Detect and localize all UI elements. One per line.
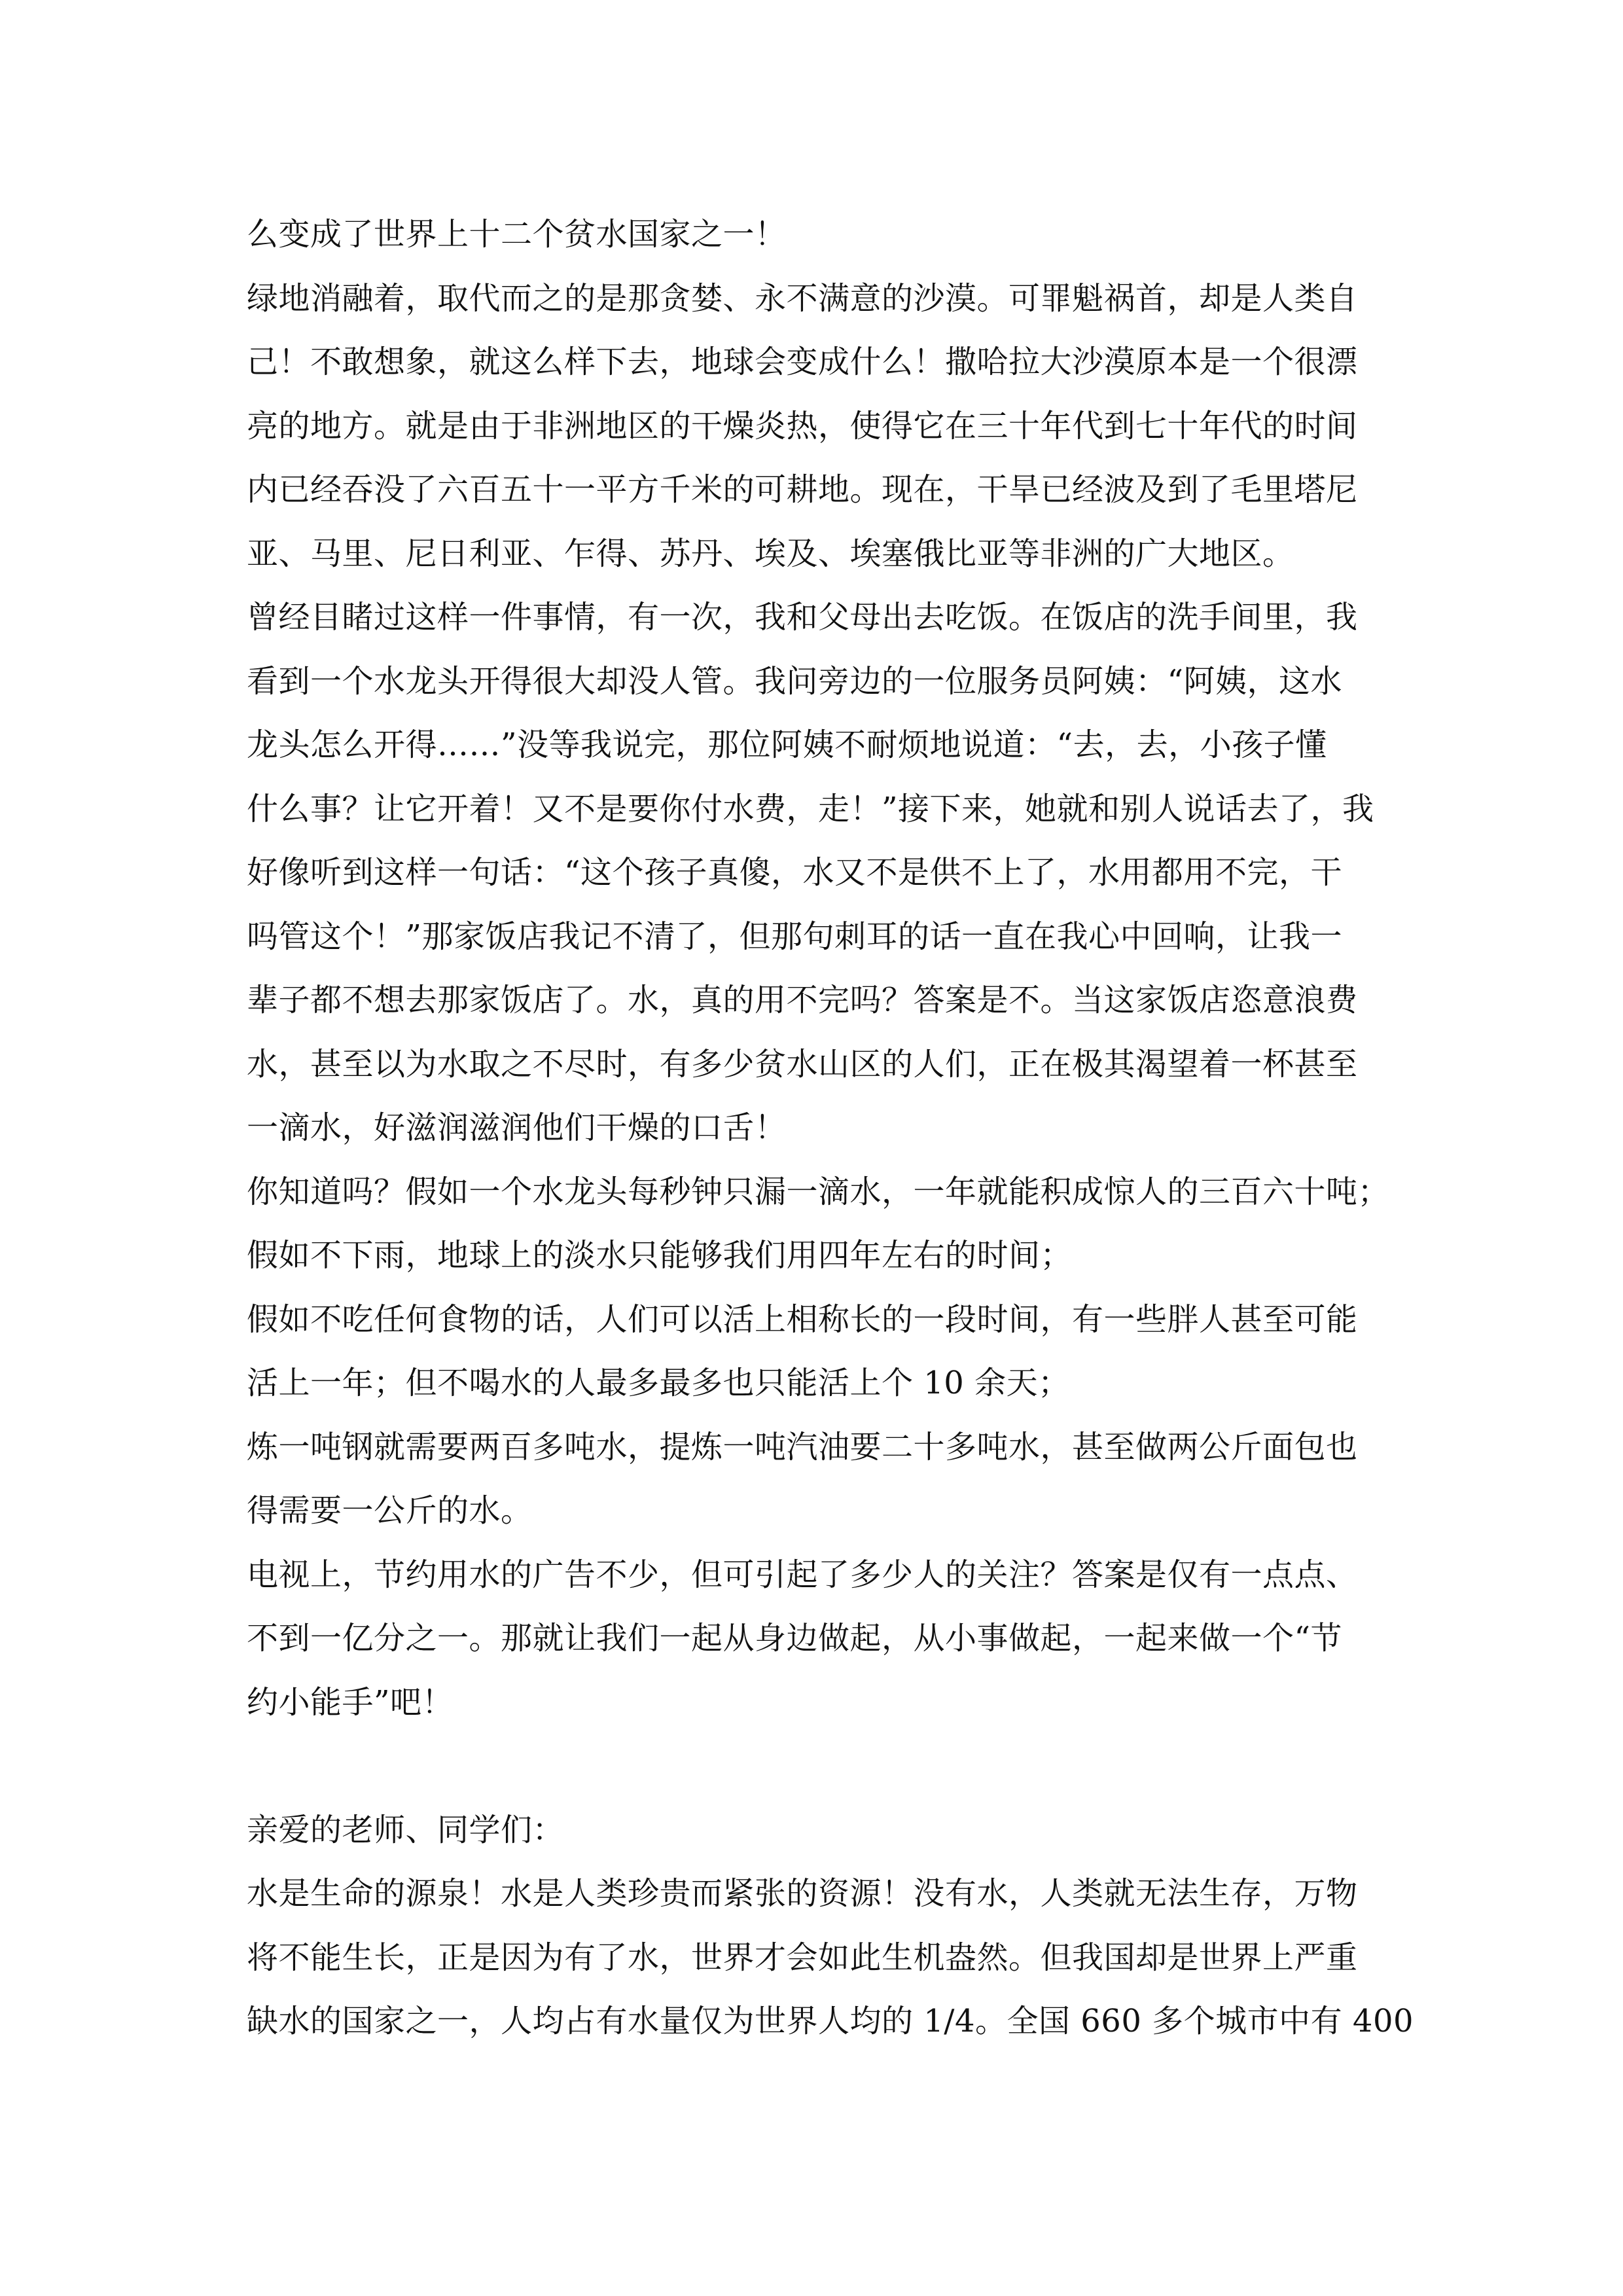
text-line: 缺水的国家之一，人均占有水量仅为世界人均的 1/4。全国 660 多个城市中有 400 [247, 2003, 1414, 2039]
text-line: 辈子都不想去那家饭店了。水，真的用不完吗？答案是不。当这家饭店恣意浪费 [247, 982, 1358, 1018]
text-line: 吗管这个！”那家饭店我记不清了，但那句刺耳的话一直在我心中回响，让我一 [247, 918, 1343, 955]
text-line: 不到一亿分之一。那就让我们一起从身边做起，从小事做起，一起来做一个“节 [247, 1620, 1343, 1657]
body-text [247, 203, 1414, 2054]
text-line: 龙头怎么开得……”没等我说完，那位阿姨不耐烦地说道：“去，去，小孩子懂 [247, 726, 1327, 763]
paragraph-gap [247, 1734, 1389, 1799]
text-line: 炼一吨钢就需要两百多吨水，提炼一吨汽油要二十多吨水，甚至做两公斤面包也 [247, 1428, 1358, 1465]
text-line: 么变成了世界上十二个贫水国家之一！ [247, 216, 787, 253]
text-line: 什么事？让它开着！又不是要你付水费，走！”接下来，她就和别人说话去了，我 [247, 790, 1374, 827]
text-line: 约小能手”吧！ [247, 1683, 454, 1721]
text-line: 电视上，节约用水的广告不少，但可引起了多少人的关注？答案是仅有一点点、 [247, 1556, 1358, 1593]
text-line: 内已经吞没了六百五十一平方千米的可耕地。现在，干旱已经波及到了毛里塔尼 [247, 471, 1358, 508]
text-line: 得需要一公斤的水。 [247, 1492, 533, 1529]
text-line: 水，甚至以为水取之不尽时，有多少贫水山区的人们，正在极其渴望着一杯甚至 [247, 1045, 1358, 1083]
text-line: 你知道吗？假如一个水龙头每秒钟只漏一滴水，一年就能积成惊人的三百六十吨； [247, 1173, 1390, 1210]
text-line: 假如不吃任何食物的话，人们可以活上相称长的一段时间，有一些胖人甚至可能 [247, 1300, 1358, 1338]
text-line: 一滴水，好滋润滋润他们干燥的口舌！ [247, 1109, 787, 1146]
text-line: 己！不敢想象，就这么样下去，地球会变成什么！撒哈拉大沙漠原本是一个很漂 [247, 344, 1358, 380]
text-line: 亲爱的老师、同学们： [247, 1811, 565, 1848]
text-line: 假如不下雨，地球上的淡水只能够我们用四年左右的时间； [247, 1237, 1073, 1274]
text-line: 亚、马里、尼日利亚、乍得、苏丹、埃及、埃塞俄比亚等非洲的广大地区。 [247, 535, 1294, 572]
text-line: 活上一年；但不喝水的人最多最多也只能活上个 10 余天； [247, 1365, 1070, 1401]
text-line: 绿地消融着，取代而之的是那贪婪、永不满意的沙漠。可罪魁祸首，却是人类自 [247, 279, 1358, 317]
text-line: 看到一个水龙头开得很大却没人管。我问旁边的一位服务员阿姨：“阿姨，这水 [247, 662, 1343, 700]
text-line: 曾经目睹过这样一件事情，有一次，我和父母出去吃饭。在饭店的洗手间里，我 [247, 599, 1358, 636]
text-line: 好像听到这样一句话：“这个孩子真傻，水又不是供不上了，水用都用不完，干 [247, 854, 1343, 891]
text-line: 将不能生长，正是因为有了水，世界才会如此生机盎然。但我国却是世界上严重 [247, 1939, 1358, 1976]
text-line: 亮的地方。就是由于非洲地区的干燥炎热，使得它在三十年代到七十年代的时间 [247, 407, 1358, 444]
text-line: 水是生命的源泉！水是人类珍贵而紧张的资源！没有水，人类就无法生存，万物 [247, 1875, 1358, 1912]
